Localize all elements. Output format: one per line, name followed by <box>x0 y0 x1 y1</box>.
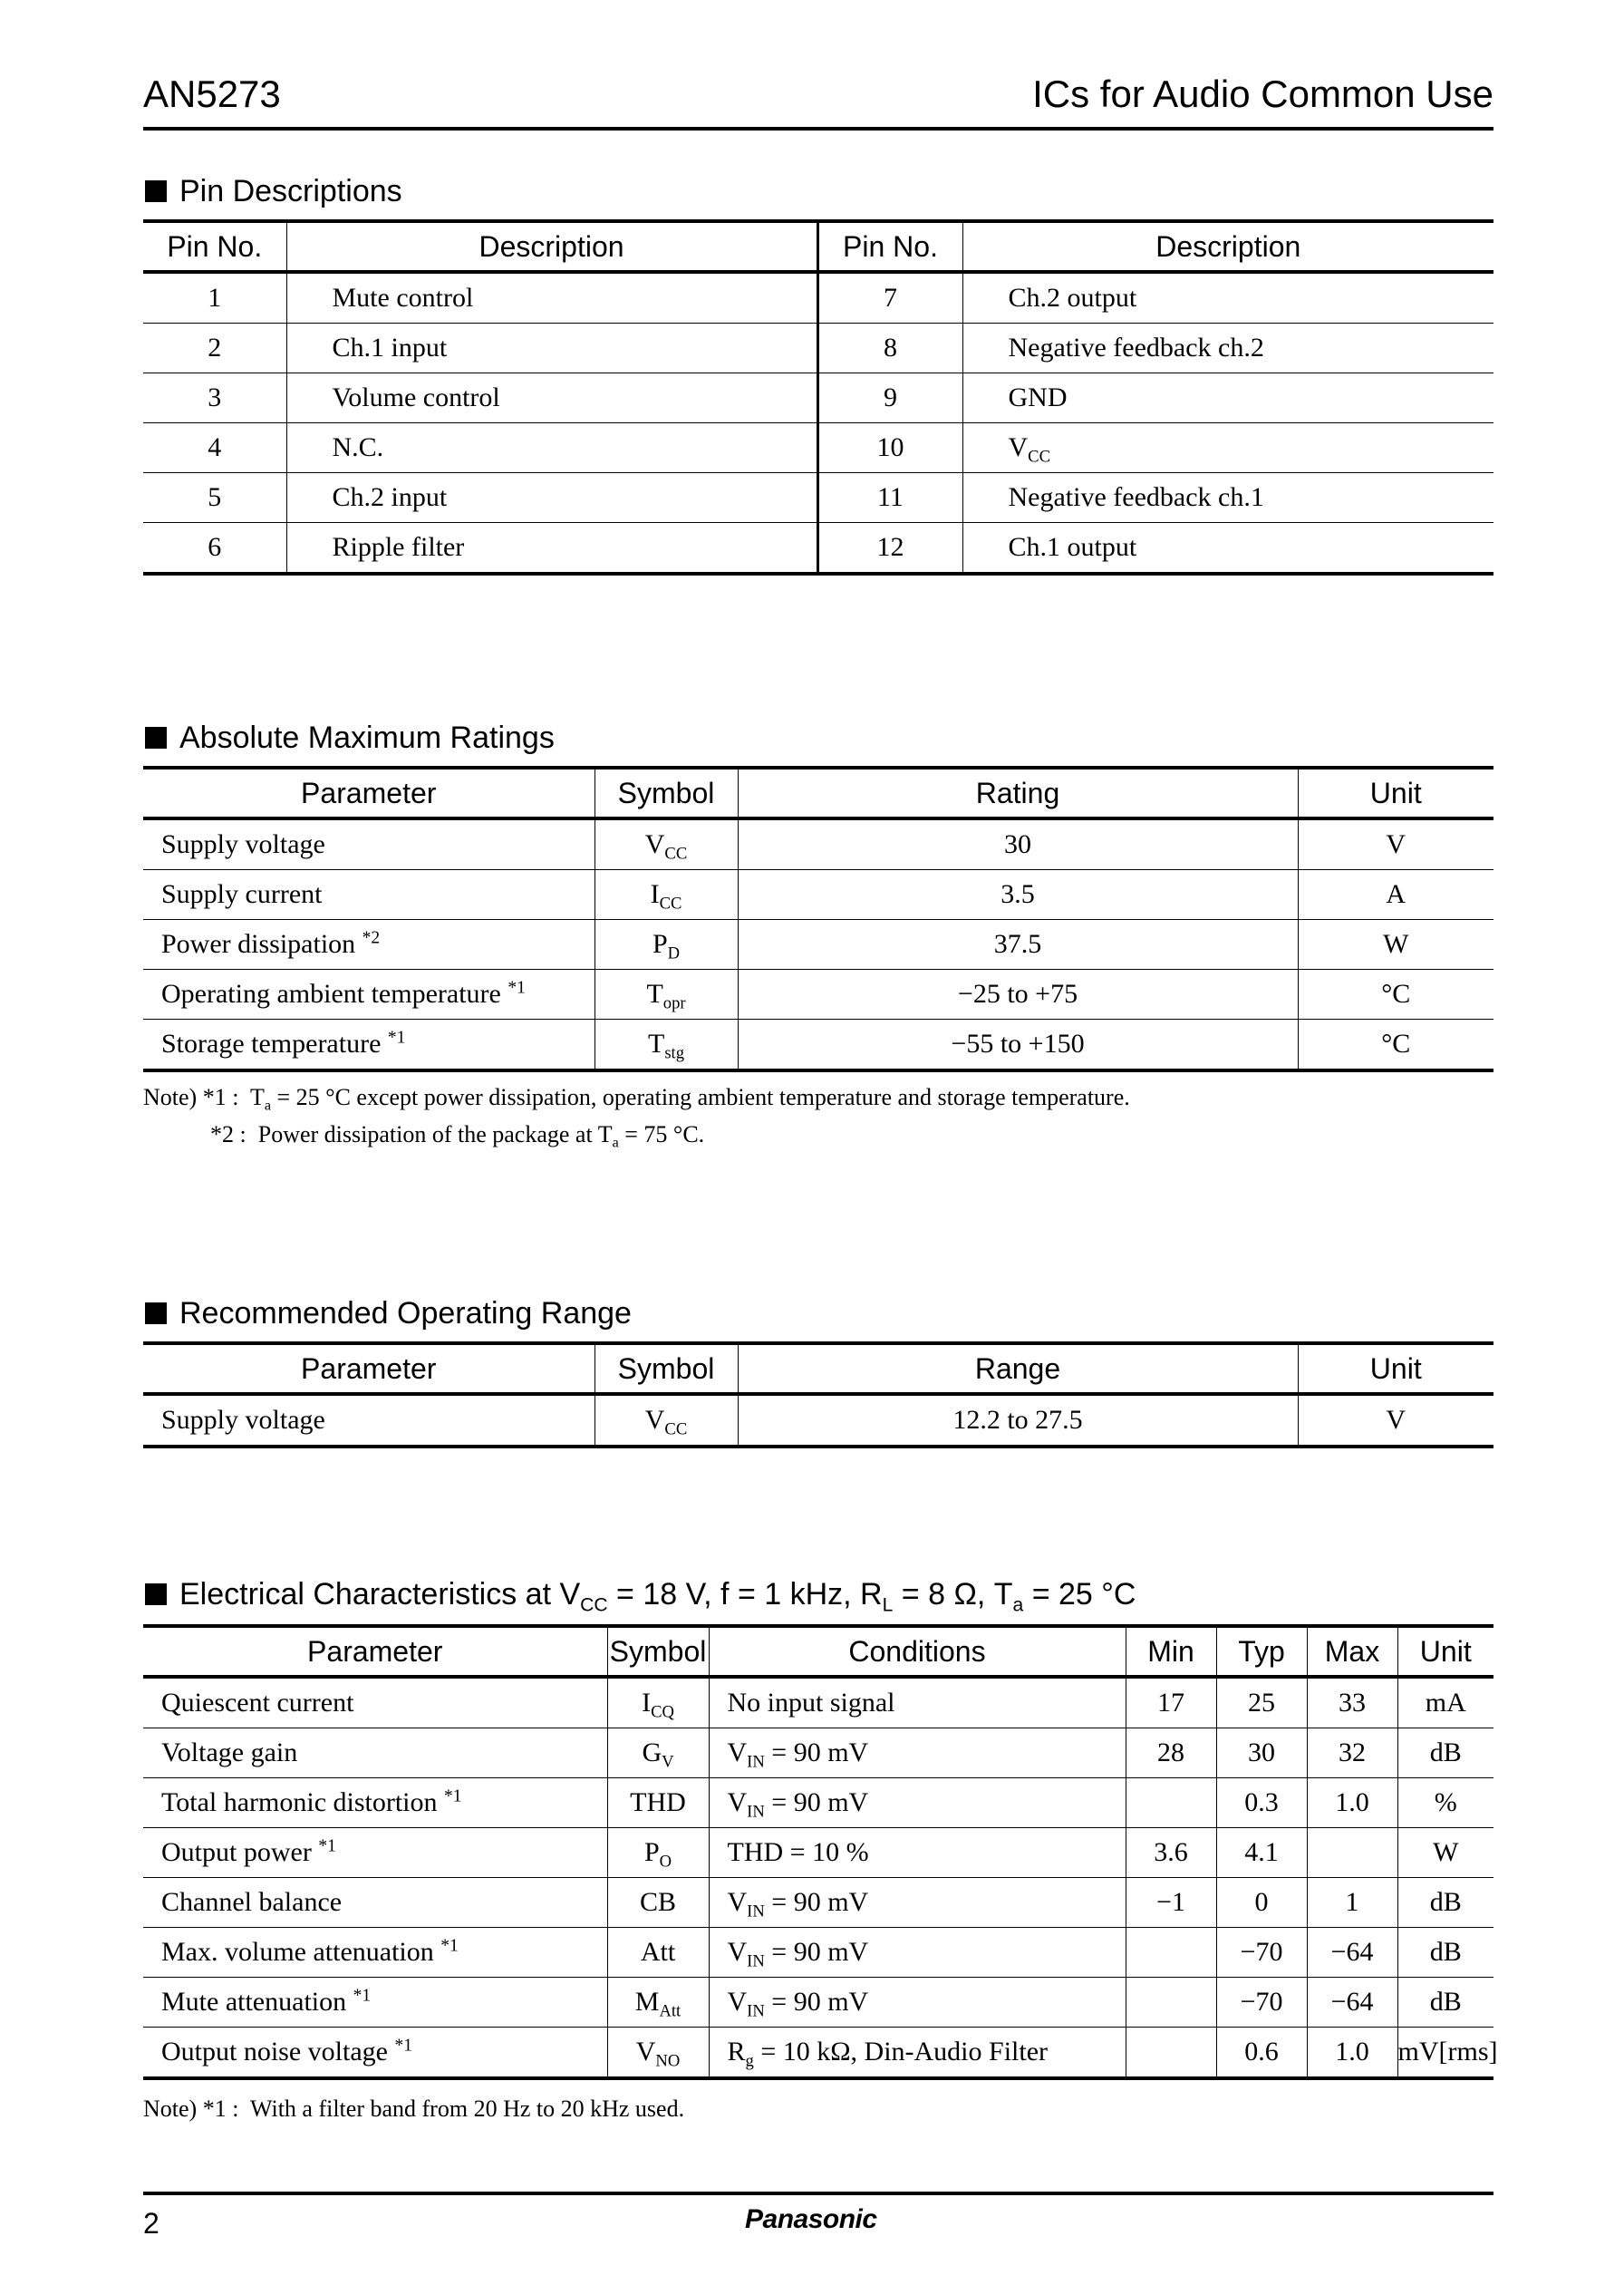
section-bullet-icon <box>145 1583 167 1605</box>
pin-number: 7 <box>817 272 962 324</box>
min-value: 28 <box>1126 1728 1216 1778</box>
header-rule <box>143 127 1494 131</box>
unit: % <box>1397 1778 1494 1828</box>
footnote-ref: *1 <box>353 1986 372 2006</box>
unit: V <box>1298 1394 1494 1447</box>
parameter: Max. volume attenuation $^{*1}$ <box>143 1928 607 1978</box>
typ-value: 0.6 <box>1216 2028 1307 2079</box>
typ-value: −70 <box>1216 1978 1307 2028</box>
parameter: Mute attenuation $^{*1}$ <box>143 1978 607 2028</box>
section-bullet-icon <box>145 727 167 749</box>
min-value: 17 <box>1126 1677 1216 1728</box>
max-value: 1 <box>1307 1878 1397 1928</box>
table-row <box>143 1878 1494 1928</box>
symbol: $P_D$ <box>594 920 738 970</box>
symbol: $I_{CC}$ <box>594 870 738 920</box>
parameter: Storage temperature $^{*1}$ <box>143 1020 594 1071</box>
section-bullet-icon <box>145 1302 167 1324</box>
table-row <box>143 970 1494 1020</box>
unit: dB <box>1397 1978 1494 2028</box>
symbol: $V_{CC}$ <box>594 818 738 870</box>
pin-number: 4 <box>143 423 286 473</box>
table-header-row <box>143 1343 1494 1394</box>
pin-number: 5 <box>143 473 286 523</box>
table-row <box>143 423 1494 473</box>
parameter: Quiescent current <box>143 1677 607 1728</box>
max-value: 1.0 <box>1307 2028 1397 2079</box>
table-row <box>143 1828 1494 1878</box>
typ-value: 4.1 <box>1216 1828 1307 1878</box>
column-header: Parameter <box>143 1343 594 1394</box>
symbol: Att <box>607 1928 709 1978</box>
column-header: Pin No. <box>143 221 286 272</box>
typ-value: 30 <box>1216 1728 1307 1778</box>
column-header: Rating <box>738 768 1298 818</box>
table-row <box>143 870 1494 920</box>
pin-descriptions-table <box>143 219 1494 576</box>
pin-number: 9 <box>817 373 962 423</box>
column-header: Parameter <box>143 768 594 818</box>
conditions: $V_{IN} = 90$ mV <box>709 1928 1126 1978</box>
pin-description: Volume control <box>286 373 817 423</box>
rec-op-title: Recommended Operating Range <box>145 1296 632 1331</box>
pin-number: 1 <box>143 272 286 324</box>
column-header: Unit <box>1298 768 1494 818</box>
symbol: $T_{stg}$ <box>594 1020 738 1071</box>
table-header-row <box>143 221 1494 272</box>
pin-description: GND <box>962 373 1494 423</box>
unit: W <box>1397 1828 1494 1878</box>
rating: 30 <box>738 818 1298 870</box>
parameter: Total harmonic distortion $^{*1}$ <box>143 1778 607 1828</box>
parameter: Operating ambient temperature $^{*1}$ <box>143 970 594 1020</box>
symbol: $P_O$ <box>607 1828 709 1878</box>
rec-op-table <box>143 1341 1494 1448</box>
conditions: $V_{IN} = 90$ mV <box>709 1878 1126 1928</box>
conditions: $V_{IN} = 90$ mV <box>709 1978 1126 2028</box>
rating: 37.5 <box>738 920 1298 970</box>
pin-description: Mute control <box>286 272 817 324</box>
unit: °C <box>1298 970 1494 1020</box>
pin-descriptions-title: Pin Descriptions <box>145 174 402 209</box>
pin-description: Ch.2 input <box>286 473 817 523</box>
footnote-ref: *1 <box>440 1936 459 1956</box>
table-row <box>143 1928 1494 1978</box>
pin-number: 8 <box>817 324 962 373</box>
symbol: CB <box>607 1878 709 1928</box>
footnote-ref: *1 <box>394 2036 412 2056</box>
footnote-ref: *1 <box>318 1836 336 1856</box>
pin-number: 2 <box>143 324 286 373</box>
column-header: Description <box>286 221 817 272</box>
parameter: Output noise voltage $^{*1}$ <box>143 2028 607 2079</box>
min-value <box>1126 2028 1216 2079</box>
unit: °C <box>1298 1020 1494 1071</box>
unit: mV[rms] <box>1397 2028 1494 2079</box>
range: 12.2 to 27.5 <box>738 1394 1298 1447</box>
max-value: −64 <box>1307 1928 1397 1978</box>
pin-description: Ch.2 output <box>962 272 1494 324</box>
pin-description: Negative feedback ch.2 <box>962 324 1494 373</box>
table-row <box>143 324 1494 373</box>
symbol: $I_{CQ}$ <box>607 1677 709 1728</box>
symbol: $V_{CC}$ <box>594 1394 738 1447</box>
parameter: Output power $^{*1}$ <box>143 1828 607 1878</box>
column-header: Typ <box>1216 1626 1307 1677</box>
rating: −25 to +75 <box>738 970 1298 1020</box>
typ-value: 0 <box>1216 1878 1307 1928</box>
pin-number: 11 <box>817 473 962 523</box>
elec-title: Electrical Characteristics at $V_{CC} = 18$ V, f = 1 kHz, $R_L = 8$ Ω, $T_a = 25$ °C <box>145 1577 1136 1612</box>
unit: mA <box>1397 1677 1494 1728</box>
table-row <box>143 272 1494 324</box>
table-header-row <box>143 768 1494 818</box>
abs-max-note-1: Note) *1 : $T_a = 25$ °C except power dissipation, operating ambient temperature and storage temperature. <box>143 1084 1130 1114</box>
unit: A <box>1298 870 1494 920</box>
pin-description: N.C. <box>286 423 817 473</box>
max-value: 1.0 <box>1307 1778 1397 1828</box>
pin-description: Ch.1 input <box>286 324 817 373</box>
elec-table <box>143 1624 1498 2080</box>
rating: 3.5 <box>738 870 1298 920</box>
typ-value: 0.3 <box>1216 1778 1307 1828</box>
min-value <box>1126 1778 1216 1828</box>
max-value: 33 <box>1307 1677 1397 1728</box>
conditions: $V_{IN} = 90$ mV <box>709 1778 1126 1828</box>
table-row <box>143 1978 1494 2028</box>
unit: W <box>1298 920 1494 970</box>
table-row <box>143 2028 1494 2079</box>
column-header: Conditions <box>709 1626 1126 1677</box>
symbol: $V_{NO}$ <box>607 2028 709 2079</box>
page-number: 2 <box>143 2207 160 2240</box>
pin-number: 3 <box>143 373 286 423</box>
pin-description: Ripple filter <box>286 523 817 575</box>
footer-rule <box>143 2192 1494 2195</box>
abs-max-table <box>143 766 1494 1072</box>
table-row <box>143 523 1494 575</box>
document-category: ICs for Audio Common Use <box>1032 73 1494 115</box>
abs-max-title: Absolute Maximum Ratings <box>145 721 555 756</box>
max-value <box>1307 1828 1397 1878</box>
unit: V <box>1298 818 1494 870</box>
pin-number: 6 <box>143 523 286 575</box>
brand-logo: Panasonic <box>745 2204 877 2234</box>
pin-description: Negative feedback ch.1 <box>962 473 1494 523</box>
table-row <box>143 1728 1494 1778</box>
typ-value: 25 <box>1216 1677 1307 1728</box>
symbol: $T_{opr}$ <box>594 970 738 1020</box>
column-header: Symbol <box>594 1343 738 1394</box>
min-value: −1 <box>1126 1878 1216 1928</box>
column-header: Unit <box>1397 1626 1494 1677</box>
table-header-row <box>143 1626 1494 1677</box>
symbol: $G_V$ <box>607 1728 709 1778</box>
conditions: THD = 10 % <box>709 1828 1126 1878</box>
part-number: AN5273 <box>143 73 281 115</box>
footnote-ref: *1 <box>444 1786 462 1806</box>
conditions: $R_g = 10$ kΩ, Din-Audio Filter <box>709 2028 1126 2079</box>
parameter: Supply voltage <box>143 818 594 870</box>
symbol: THD <box>607 1778 709 1828</box>
abs-max-note-2: *2 : Power dissipation of the package at $T_a = 75$ °C. <box>210 1121 705 1151</box>
rating: −55 to +150 <box>738 1020 1298 1071</box>
table-row <box>143 1394 1494 1447</box>
conditions: No input signal <box>709 1677 1126 1728</box>
column-header: Unit <box>1298 1343 1494 1394</box>
table-row <box>143 473 1494 523</box>
typ-value: −70 <box>1216 1928 1307 1978</box>
footnote-ref: *1 <box>387 1028 406 1048</box>
column-header: Max <box>1307 1626 1397 1677</box>
footnote-ref: *2 <box>362 928 381 948</box>
pin-number: 12 <box>817 523 962 575</box>
column-header: Symbol <box>594 768 738 818</box>
table-row <box>143 818 1494 870</box>
table-row <box>143 1677 1494 1728</box>
parameter: Power dissipation $^{*2}$ <box>143 920 594 970</box>
max-value: −64 <box>1307 1978 1397 2028</box>
parameter: Channel balance <box>143 1878 607 1928</box>
parameter: Supply voltage <box>143 1394 594 1447</box>
footnote-ref: *1 <box>508 978 526 998</box>
column-header: Min <box>1126 1626 1216 1677</box>
table-row <box>143 373 1494 423</box>
unit: dB <box>1397 1928 1494 1978</box>
column-header: Pin No. <box>817 221 962 272</box>
unit: dB <box>1397 1878 1494 1928</box>
unit: dB <box>1397 1728 1494 1778</box>
table-row <box>143 920 1494 970</box>
symbol: $M_{Att}$ <box>607 1978 709 2028</box>
parameter: Supply current <box>143 870 594 920</box>
pin-number: 10 <box>817 423 962 473</box>
column-header: Description <box>962 221 1494 272</box>
column-header: Range <box>738 1343 1298 1394</box>
column-header: Parameter <box>143 1626 607 1677</box>
column-header: Symbol <box>607 1626 709 1677</box>
pin-description: $V_{CC}$ <box>962 423 1494 473</box>
min-value <box>1126 1978 1216 2028</box>
max-value: 32 <box>1307 1728 1397 1778</box>
table-row <box>143 1778 1494 1828</box>
elec-note-1: Note) *1 : With a filter band from 20 Hz to 20 kHz used. <box>143 2096 685 2122</box>
table-row <box>143 1020 1494 1071</box>
section-bullet-icon <box>145 180 167 202</box>
min-value <box>1126 1928 1216 1978</box>
parameter: Voltage gain <box>143 1728 607 1778</box>
pin-description: Ch.1 output <box>962 523 1494 575</box>
conditions: $V_{IN} = 90$ mV <box>709 1728 1126 1778</box>
min-value: 3.6 <box>1126 1828 1216 1878</box>
